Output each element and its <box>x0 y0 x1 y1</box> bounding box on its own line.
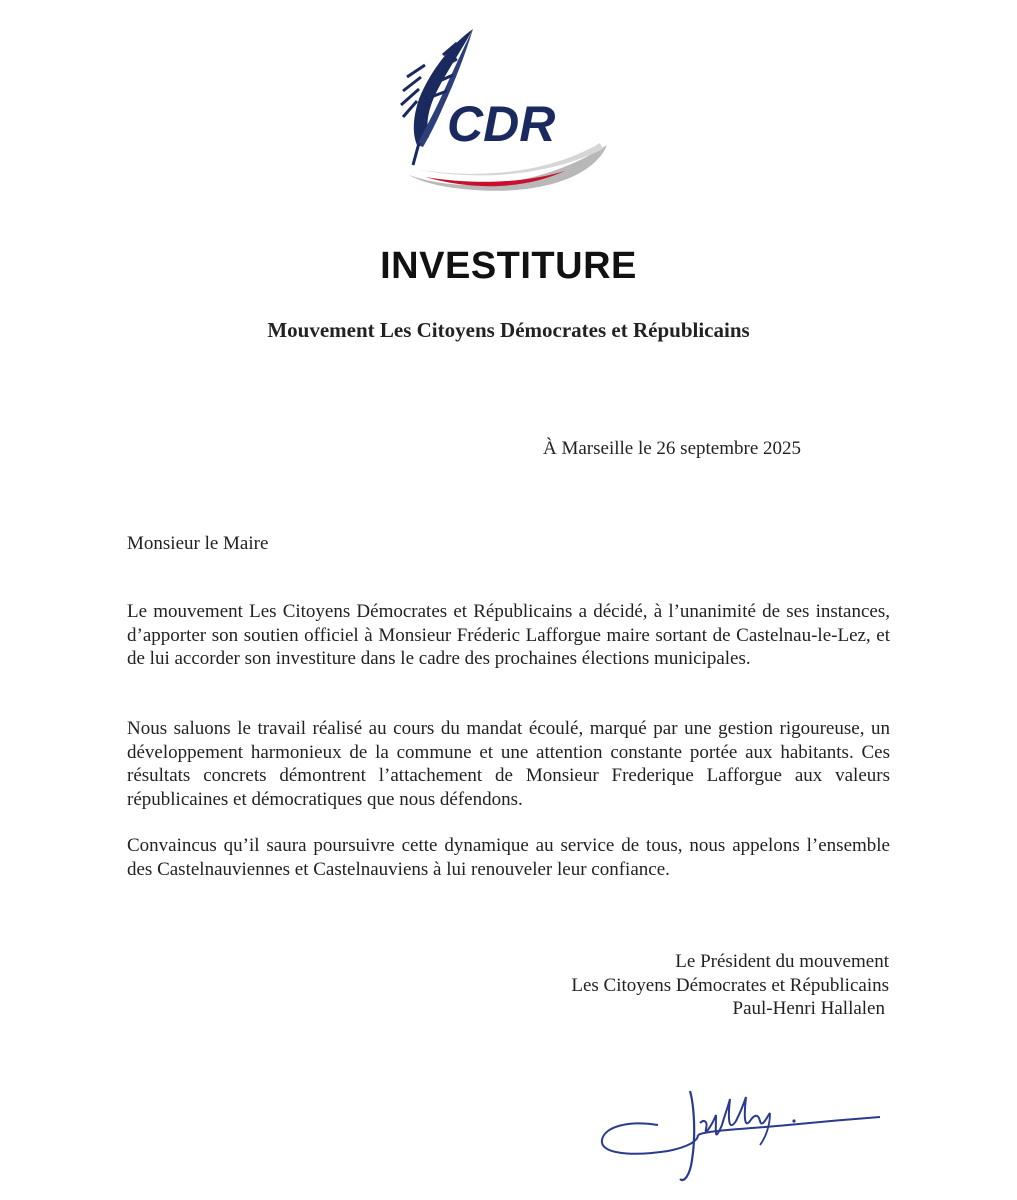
signatory-organization: Les Citoyens Démocrates et Républicains <box>571 974 889 996</box>
svg-text:CDR: CDR <box>447 96 556 152</box>
paragraph: Convaincus qu’il saura poursuivre cette dynamique au service de tous, nous appelons l’ensemble des Castelnauviennes et Castelnauviens à lui renouveler leur confiance. <box>127 835 890 880</box>
signatory-name: Paul-Henri Hallalen <box>732 998 885 1019</box>
date-line: À Marseille le 26 septembre 2025 <box>543 438 802 459</box>
salutation: Monsieur le Maire <box>127 533 269 554</box>
cdr-logo <box>395 25 620 200</box>
paragraph: Le mouvement Les Citoyens Démocrates et Républicains a décidé, à l’unanimité de ses instances, d’apporter son soutien officiel à Monsieur Fréderic Lafforgue maire sortant de Castelnau-le-Lez, et de lui accorder son investiture dans le cadre des prochaines élections municipales. <box>127 601 890 669</box>
handwritten-signature-icon <box>598 1085 883 1185</box>
document-title: INVESTITURE <box>380 245 637 287</box>
signature-block <box>571 950 889 1021</box>
paragraph: Nous saluons le travail réalisé au cours du mandat écoulé, marqué par une gestion rigoureuse, un développement harmonieux de la commune et une attention constante portée aux habitants. Ces résultats concrets démontrent l’attachement de Monsieur Frederique Lafforgue aux valeurs républicaines et démocratiques que nous défendons. <box>127 718 890 810</box>
document-subtitle: Mouvement Les Citoyens Démocrates et Républicains <box>267 318 750 342</box>
signatory-role: Le Président du mouvement <box>675 951 889 972</box>
